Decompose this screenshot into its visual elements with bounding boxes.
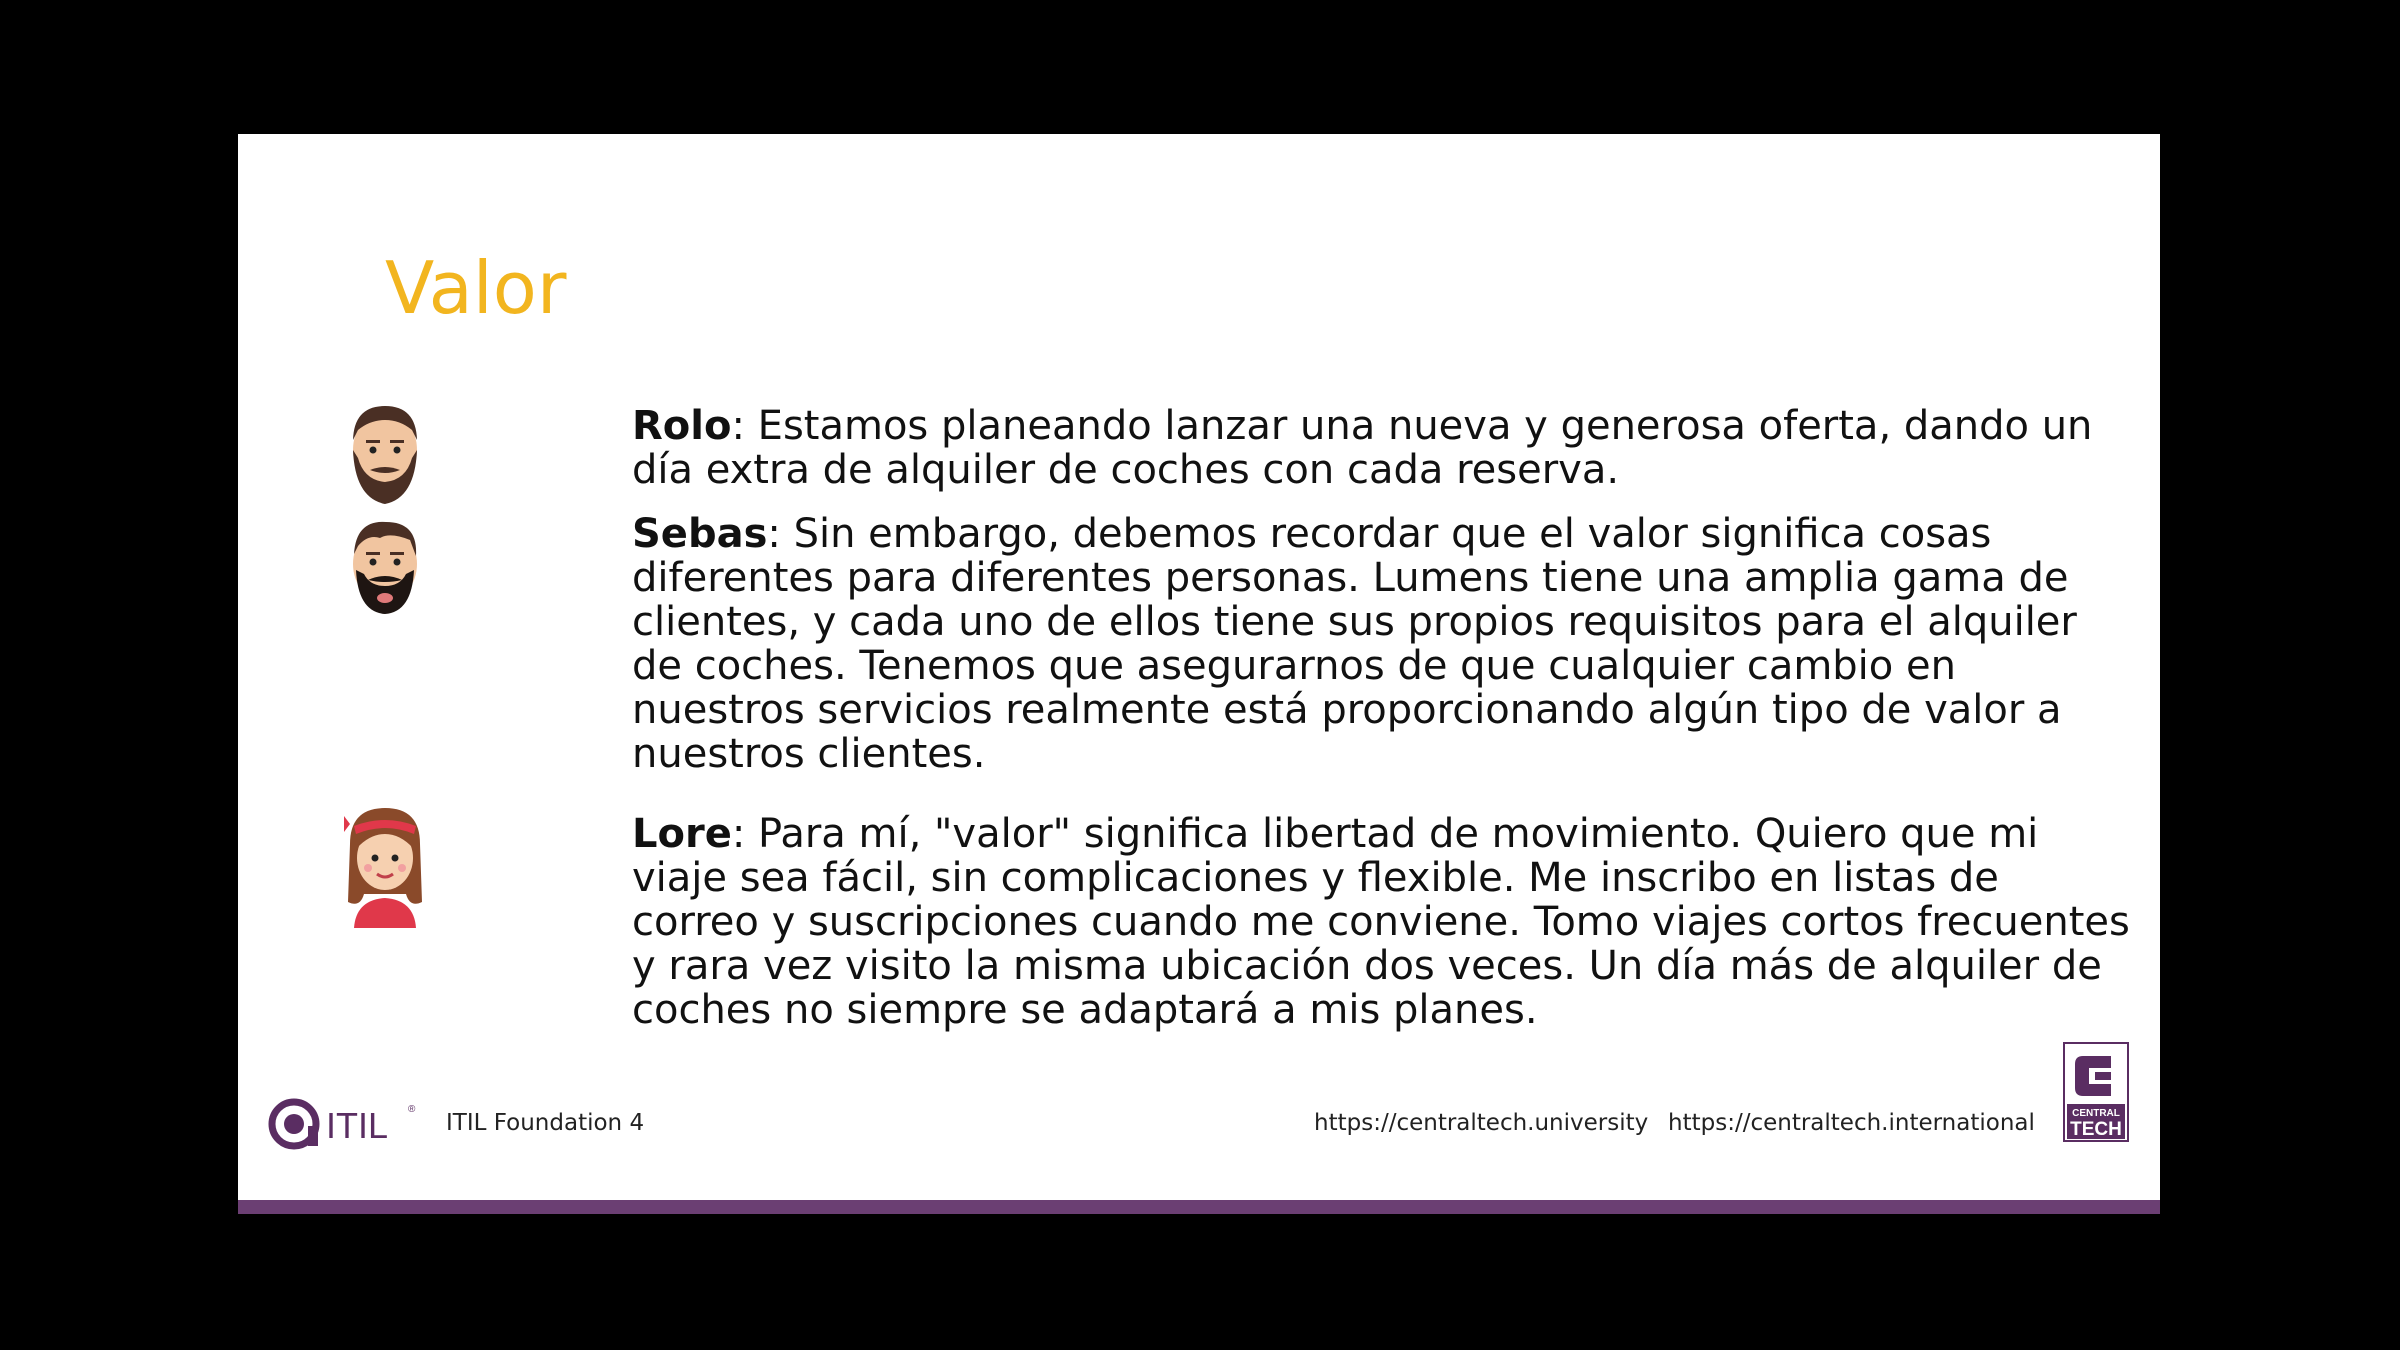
dialogue-body-rolo: : Estamos planeando lanzar una nueva y generosa oferta, dando un día extra de alquiler de coches con cada reserva. — [632, 403, 2093, 493]
central-tech-logo — [2063, 1042, 2129, 1142]
dialogue-text-rolo — [632, 404, 2132, 492]
link-centraltech-international[interactable]: https://centraltech.international — [1668, 1110, 2035, 1136]
dialogue-text-lore — [632, 812, 2132, 1032]
slide-title: Valor — [385, 246, 567, 330]
dialogue-body-sebas: : Sin embargo, debemos recordar que el valor significa cosas diferentes para diferentes personas. Lumens tiene una amplia gama de clientes, y cada uno de ellos tiene sus propios requisitos para el alquiler de coches. Tenemos que asegurarnos de que cualquier cambio en nuestros servicios realmente está proporcionando algún tipo de valor a nuestros clientes. — [632, 511, 2077, 777]
speaker-name-lore: Lore — [632, 811, 732, 857]
dialogue-text-sebas — [632, 512, 2132, 776]
slide-footer — [238, 1084, 2160, 1214]
speaker-name-sebas: Sebas — [632, 511, 768, 557]
woman-avatar-icon — [340, 804, 430, 928]
slide-bottom-bar — [238, 1200, 2160, 1214]
dialogue-body-lore: : Para mí, "valor" significa libertad de movimiento. Quiero que mi viaje sea fácil, sin complicaciones y flexible. Me inscribo en listas de correo y suscripciones cuando me conviene. Tomo viajes cortos frecuentes y rara vez visito la misma ubicación dos veces. Un día más de alquiler de coches no siempre se adaptará a mis planes. — [632, 811, 2130, 1033]
itil-logo — [268, 1092, 418, 1152]
itil-logo-registered-mark: ® — [408, 1104, 416, 1115]
presentation-slide — [238, 134, 2160, 1214]
mustached-man-avatar-icon — [340, 512, 430, 622]
course-name: ITIL Foundation 4 — [446, 1110, 645, 1136]
central-tech-logo-line2: TECH — [2070, 1119, 2122, 1140]
speaker-name-rolo: Rolo — [632, 403, 732, 449]
link-centraltech-university[interactable]: https://centraltech.university — [1314, 1110, 1649, 1136]
central-tech-logo-line1: CENTRAL — [2072, 1108, 2120, 1119]
itil-logo-text: ITIL — [326, 1105, 389, 1146]
bearded-man-avatar-icon — [340, 400, 430, 510]
